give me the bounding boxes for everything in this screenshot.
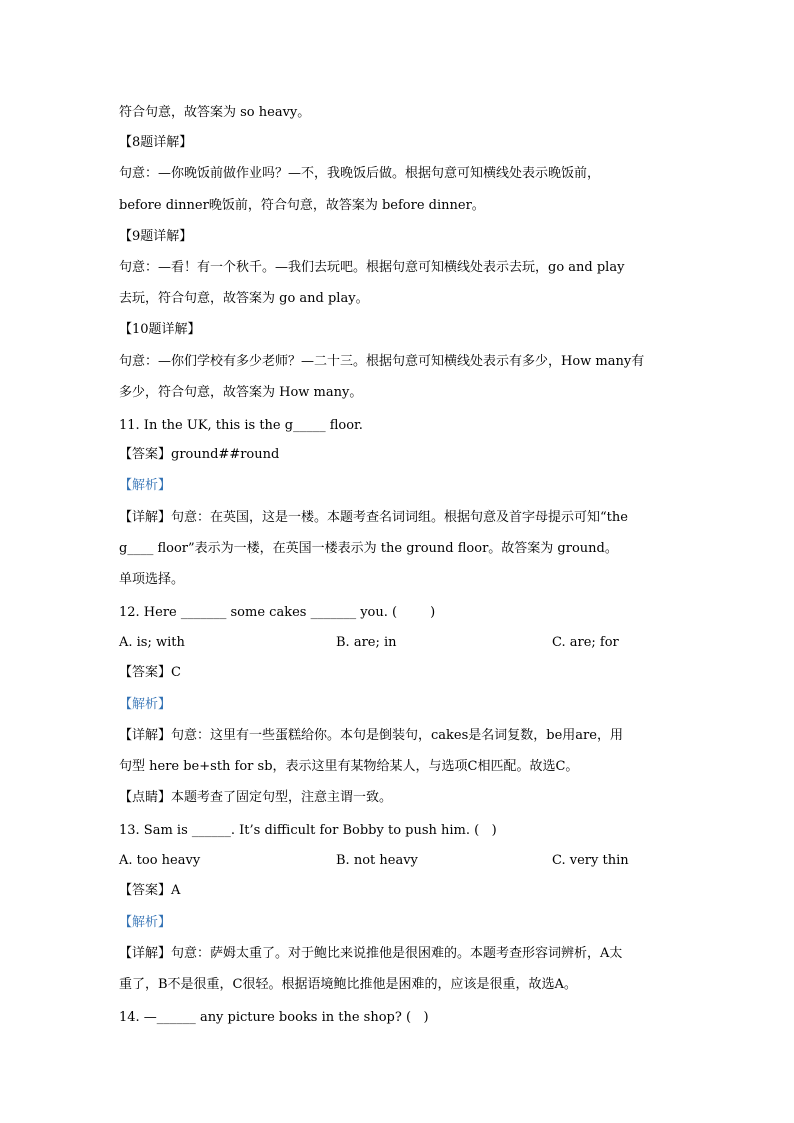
question-13: 13. Sam is ______. It’s difficult for Bobby to push him. ( ) <box>119 823 497 838</box>
question-12: 12. Here _______ some cakes _______ you. ( ) <box>119 605 436 620</box>
text-line: 句意：—你晚饭前做作业吗？—不，我晚饭后做。根据句意可知横线处表示晚饭前， <box>119 166 601 181</box>
option-b: B. are; in <box>336 635 397 650</box>
analysis-label: 【解析】 <box>119 697 172 712</box>
text-line: before dinner晚饭前，符合句意，故答案为 before dinner。 <box>119 198 485 213</box>
text-line: 多少，符合句意，故答案为 How many。 <box>119 385 363 400</box>
section-heading-9: 【9题详解】 <box>119 229 193 244</box>
analysis-label: 【解析】 <box>119 478 172 493</box>
section-title: 单项选择。 <box>119 572 185 587</box>
text-line: 去玩，符合句意，故答案为 go and play。 <box>119 291 369 306</box>
text-line: 句型 here be+sth for sb，表示这里有某物给某人，与选项C相匹配。故选C。 <box>119 759 579 774</box>
answer-line: 【答案】A <box>119 883 181 898</box>
text-line: 【详解】句意：这里有一些蛋糕给你。本句是倒装句，cakes是名词复数，be用are，用 <box>119 728 623 743</box>
text-line: 【详解】句意：萨姆太重了。对于鲍比来说推他是很困难的。本题考查形容词辨析，A太 <box>119 946 623 961</box>
option-a: A. too heavy <box>119 853 201 868</box>
option-b: B. not heavy <box>336 853 418 868</box>
text-line: 符合句意，故答案为 so heavy。 <box>119 105 311 120</box>
text-line: 重了，B不是很重，C很轻。根据语境鲍比推他是困难的，应该是很重，故选A。 <box>119 977 577 992</box>
answer-line: 【答案】C <box>119 665 181 680</box>
text-line: 【点睛】本题考查了固定句型，注意主谓一致。 <box>119 790 393 805</box>
section-heading-8: 【8题详解】 <box>119 135 193 150</box>
option-c: C. are; for <box>552 635 619 650</box>
option-a: A. is; with <box>119 635 185 650</box>
text-line: 句意：—你们学校有多少老师？—二十三。根据句意可知横线处表示有多少，How many有 <box>119 354 645 369</box>
text-line: g____ floor”表示为一楼，在英国一楼表示为 the ground floor。故答案为 ground。 <box>119 541 618 556</box>
text-line: 句意：—看！有一个秋千。—我们去玩吧。根据句意可知横线处表示去玩，go and play <box>119 260 625 275</box>
text-line: 【详解】句意：在英国，这是一楼。本题考查名词词组。根据句意及首字母提示可知“the <box>119 510 628 525</box>
option-c: C. very thin <box>552 853 629 868</box>
answer-line: 【答案】ground##round <box>119 447 280 462</box>
question-11: 11. In the UK, this is the g_____ floor. <box>119 418 363 433</box>
section-heading-10: 【10题详解】 <box>119 322 201 337</box>
question-14: 14. —______ any picture books in the shop? ( ) <box>119 1010 429 1025</box>
analysis-label: 【解析】 <box>119 915 172 930</box>
